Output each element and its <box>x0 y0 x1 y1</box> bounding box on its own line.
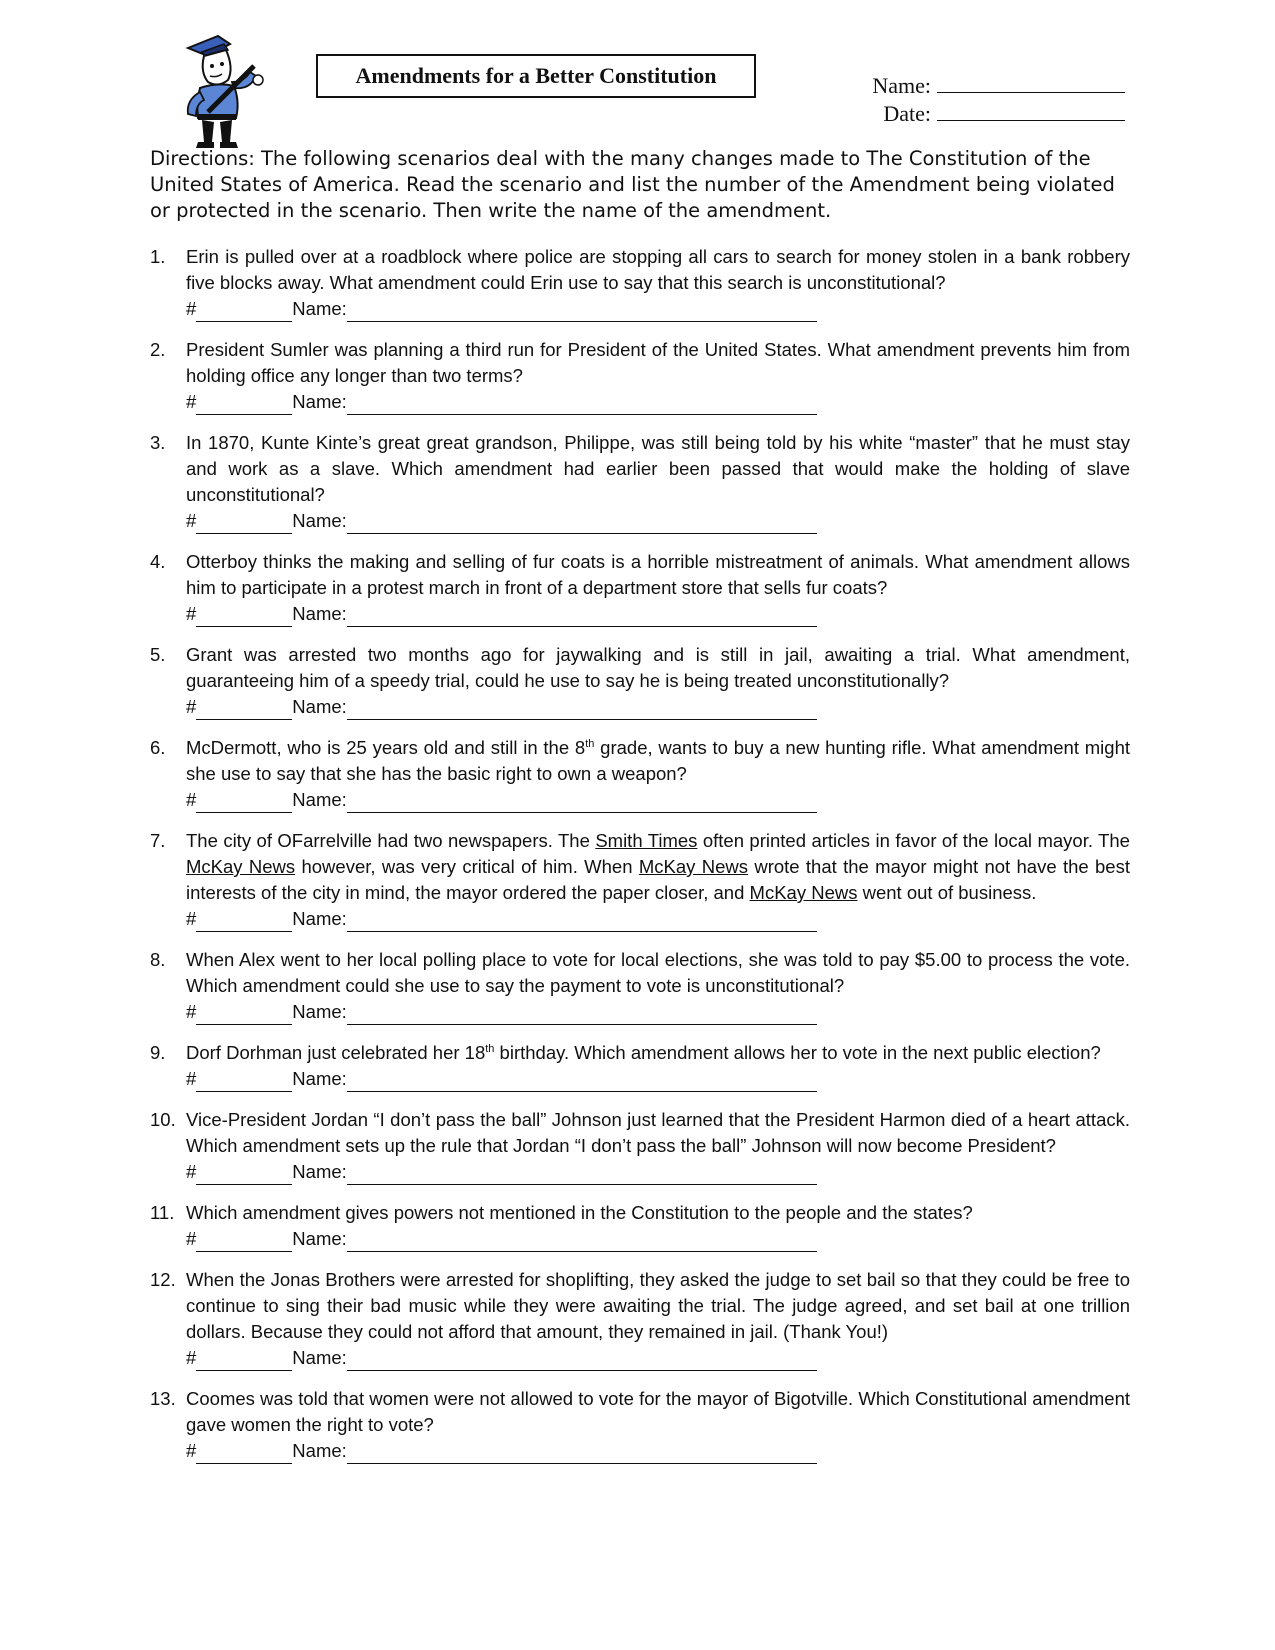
amendment-number-blank[interactable] <box>196 1164 292 1185</box>
amendment-number-blank[interactable] <box>196 1004 292 1025</box>
question-text: McDermott, who is 25 years old and still in the 8th grade, wants to buy a new hunting rifle. What amendment might she use to say that she has the basic right to own a weapon? <box>186 737 1130 784</box>
answer-line <box>186 694 1130 720</box>
name-label: Name: <box>292 1001 347 1022</box>
answer-line <box>186 906 1130 932</box>
number-label: # <box>186 1068 197 1089</box>
amendment-name-blank[interactable] <box>347 1164 817 1185</box>
question-number: 5. <box>150 644 166 665</box>
amendment-number-blank[interactable] <box>196 1071 292 1092</box>
number-label: # <box>186 510 197 531</box>
question-6 <box>150 735 1130 813</box>
name-date-block <box>855 72 1125 128</box>
question-2 <box>150 337 1130 415</box>
name-label: Name: <box>292 1440 347 1461</box>
name-blank[interactable] <box>937 74 1125 93</box>
question-text: When the Jonas Brothers were arrested for shoplifting, they asked the judge to set bail so that they could be free to continue to sing their bad music while they were awaiting the trial. The judge agreed, and set bail at one trillion dollars. Because they could not afford that amount, they remained in jail. (Thank You!) <box>186 1269 1130 1342</box>
amendment-number-blank[interactable] <box>196 1350 292 1371</box>
amendment-name-blank[interactable] <box>347 1071 817 1092</box>
worksheet-title: Amendments for a Better Constitution <box>316 54 756 98</box>
newspaper-title: Smith Times <box>595 830 698 851</box>
question-number: 11. <box>150 1202 175 1223</box>
name-label: Name: <box>292 1347 347 1368</box>
question-11 <box>150 1200 1130 1252</box>
amendment-name-blank[interactable] <box>347 394 817 415</box>
answer-line <box>186 1438 1130 1464</box>
amendment-name-blank[interactable] <box>347 606 817 627</box>
question-10 <box>150 1107 1130 1185</box>
name-label: Name: <box>292 603 347 624</box>
number-label: # <box>186 1228 197 1249</box>
name-row <box>855 72 1125 100</box>
newspaper-title: McKay News <box>638 856 748 877</box>
name-label: Name: <box>292 908 347 929</box>
question-number: 13. <box>150 1388 176 1409</box>
amendment-number-blank[interactable] <box>196 1231 292 1252</box>
question-list <box>150 244 1130 1479</box>
question-text: Coomes was told that women were not allowed to vote for the mayor of Bigotville. Which Constitutional amendment gave women the right to vote? <box>186 1388 1130 1435</box>
answer-line <box>186 601 1130 627</box>
question-8 <box>150 947 1130 1025</box>
question-5 <box>150 642 1130 720</box>
number-label: # <box>186 603 197 624</box>
directions-text: Directions: The following scenarios deal with the many changes made to The Constitution of the United States of America. Read the scenario and list the number of the Amendment being violated or protected in the scenario. Then write the name of the amendment. <box>150 147 1115 222</box>
name-label: Name: <box>872 73 931 98</box>
number-label: # <box>186 696 197 717</box>
answer-line <box>186 1345 1130 1371</box>
question-number: 6. <box>150 737 166 758</box>
answer-line <box>186 1159 1130 1185</box>
question-number: 10. <box>150 1109 176 1130</box>
answer-line <box>186 389 1130 415</box>
question-text: Grant was arrested two months ago for jaywalking and is still in jail, awaiting a trial. What amendment, guaranteeing him of a speedy trial, could he use to say he is being treated unconstitutionally? <box>186 644 1130 691</box>
amendment-number-blank[interactable] <box>196 301 292 322</box>
date-row <box>855 100 1125 128</box>
question-text: Erin is pulled over at a roadblock where police are stopping all cars to search for money stolen in a bank robbery five blocks away. What amendment could Erin use to say that this search is unconstitutional? <box>186 246 1130 293</box>
number-label: # <box>186 908 197 929</box>
question-number: 12. <box>150 1269 176 1290</box>
amendment-name-blank[interactable] <box>347 513 817 534</box>
question-number: 1. <box>150 246 166 267</box>
question-9 <box>150 1040 1130 1092</box>
answer-line <box>186 787 1130 813</box>
question-text: Dorf Dorhman just celebrated her 18th birthday. Which amendment allows her to vote in the next public election? <box>186 1042 1101 1063</box>
question-1 <box>150 244 1130 322</box>
question-text: When Alex went to her local polling place to vote for local elections, she was told to pay $5.00 to process the vote. Which amendment could she use to say the payment to vote is unconstitutional? <box>186 949 1130 996</box>
answer-line <box>186 1066 1130 1092</box>
name-label: Name: <box>292 1161 347 1182</box>
police-officer-cartoon-icon <box>178 30 268 155</box>
number-label: # <box>186 1347 197 1368</box>
question-text: The city of OFarrelville had two newspapers. The Smith Times often printed articles in favor of the local mayor. The McKay News however, was very critical of him. When McKay News wrote that the mayor might not have the best interests of the city in mind, the mayor ordered the paper closer, and McKay News went out of business. <box>186 830 1130 903</box>
amendment-name-blank[interactable] <box>347 699 817 720</box>
amendment-number-blank[interactable] <box>196 513 292 534</box>
question-number: 3. <box>150 432 166 453</box>
question-text: President Sumler was planning a third run for President of the United States. What amendment prevents him from holding office any longer than two terms? <box>186 339 1130 386</box>
amendment-number-blank[interactable] <box>196 394 292 415</box>
amendment-name-blank[interactable] <box>347 911 817 932</box>
question-text: Vice-President Jordan “I don’t pass the ball” Johnson just learned that the President Harmon died of a heart attack. Which amendment sets up the rule that Jordan “I don’t pass the ball” Johnson will now become President? <box>186 1109 1130 1156</box>
number-label: # <box>186 298 197 319</box>
question-number: 9. <box>150 1042 166 1063</box>
name-label: Name: <box>292 696 347 717</box>
question-text: Otterboy thinks the making and selling of fur coats is a horrible mistreatment of animals. What amendment allows him to participate in a protest march in front of a department store that sells fur coats? <box>186 551 1130 598</box>
name-label: Name: <box>292 510 347 531</box>
question-number: 2. <box>150 339 166 360</box>
name-label: Name: <box>292 298 347 319</box>
amendment-number-blank[interactable] <box>196 792 292 813</box>
name-label: Name: <box>292 1068 347 1089</box>
amendment-name-blank[interactable] <box>347 1350 817 1371</box>
name-label: Name: <box>292 1228 347 1249</box>
number-label: # <box>186 1440 197 1461</box>
number-label: # <box>186 789 197 810</box>
amendment-name-blank[interactable] <box>347 1443 817 1464</box>
date-blank[interactable] <box>937 102 1125 121</box>
amendment-number-blank[interactable] <box>196 911 292 932</box>
question-text: In 1870, Kunte Kinte’s great great grandson, Philippe, was still being told by his white “master” that he must stay and work as a slave. Which amendment had earlier been passed that would make the holding of slave unconstitutional? <box>186 432 1130 505</box>
newspaper-title: McKay News <box>749 882 858 903</box>
question-13 <box>150 1386 1130 1464</box>
question-number: 7. <box>150 830 166 851</box>
question-4 <box>150 549 1130 627</box>
amendment-name-blank[interactable] <box>347 301 817 322</box>
name-label: Name: <box>292 391 347 412</box>
question-text: Which amendment gives powers not mentioned in the Constitution to the people and the states? <box>186 1202 973 1223</box>
answer-line <box>186 1226 1130 1252</box>
number-label: # <box>186 391 197 412</box>
answer-line <box>186 508 1130 534</box>
newspaper-title: McKay News <box>186 856 296 877</box>
question-number: 4. <box>150 551 166 572</box>
number-label: # <box>186 1001 197 1022</box>
question-7 <box>150 828 1130 932</box>
amendment-number-blank[interactable] <box>196 699 292 720</box>
amendment-name-blank[interactable] <box>347 1004 817 1025</box>
amendment-number-blank[interactable] <box>196 1443 292 1464</box>
question-3 <box>150 430 1130 534</box>
question-12 <box>150 1267 1130 1371</box>
number-label: # <box>186 1161 197 1182</box>
name-label: Name: <box>292 789 347 810</box>
question-number: 8. <box>150 949 166 970</box>
amendment-name-blank[interactable] <box>347 1231 817 1252</box>
amendment-number-blank[interactable] <box>196 606 292 627</box>
answer-line <box>186 999 1130 1025</box>
date-label: Date: <box>883 101 931 126</box>
amendment-name-blank[interactable] <box>347 792 817 813</box>
answer-line <box>186 296 1130 322</box>
